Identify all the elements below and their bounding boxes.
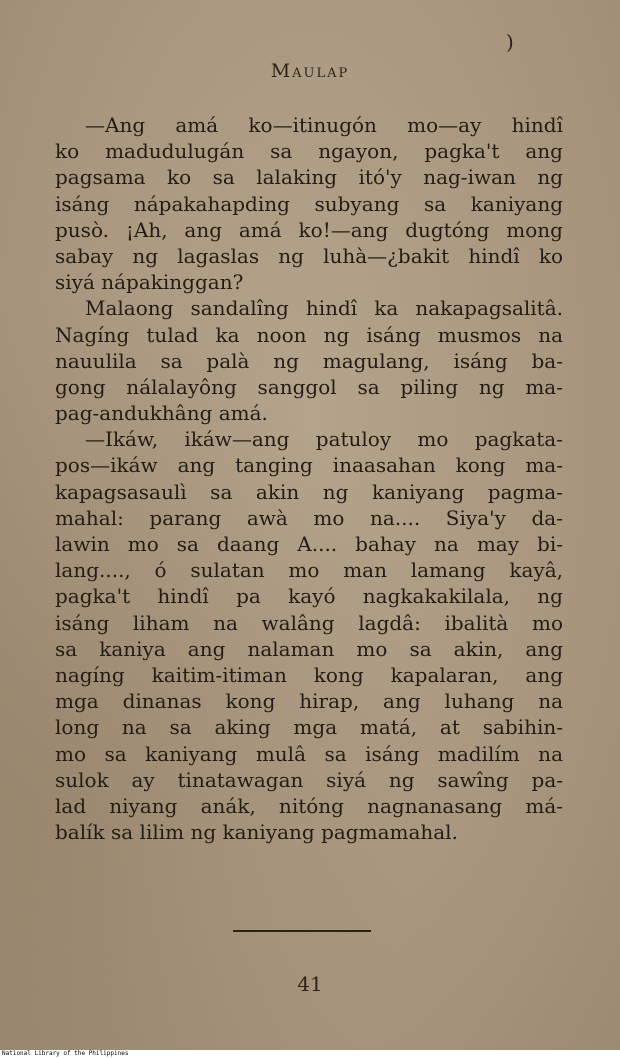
text-line: pos—ikáw ang tanging inaasahan kong ma- [55,453,563,478]
text-line: balík sa lilim ng kaniyang pagmamahal. [55,820,458,845]
text-line: nagíng kaitim-itiman kong kapalaran, ang [55,662,563,687]
text-line: mga dinanas kong hirap, ang luhang na [55,689,563,714]
running-head: Maulap [270,60,350,82]
text-line: kapagsasaulì sa akin ng kaniyang pagma- [55,479,563,504]
text-line: long na sa aking mga matá, at sabihin- [55,715,563,740]
text-line: ko madudulugán sa ngayon, pagka't ang [55,139,563,164]
text-line: lawin mo sa daang A.... bahay na may bi- [55,532,563,556]
text-line: —Ang amá ko—itinugón mo—ay hindî [85,113,563,137]
footer-credit: National Library of the Philippines [2,1050,129,1057]
text-line: Malaong sandalîng hindî ka nakapagsalitâ. [85,296,563,321]
text-line: isáng nápakahapding subyang sa kaniyang [55,191,563,216]
text-line: gong nálalayông sanggol sa piling ng ma- [55,374,563,399]
text-line: sulok ay tinatawagan siyá ng sawîng pa- [55,767,563,792]
divider-rule [233,930,371,932]
text-line: lang...., ó sulatan mo man lamang kayâ, [55,558,563,583]
text-line: mo sa kaniyang mulâ sa isáng madilím na [55,741,563,766]
corner-mark: ) [506,30,514,54]
text-line: Nagíng tulad ka noon ng isáng musmos na [55,322,563,347]
page-number: 41 [297,972,323,996]
text-line: pag-andukhâng amá. [55,401,268,426]
text-line: sabay ng lagaslas ng luhà—¿bakit hindî ko [55,243,563,268]
text-line: pagka't hindî pa kayó nagkakakilala, ng [55,584,563,609]
text-line: sa kaniya ang nalaman mo sa akin, ang [55,636,563,661]
text-line: nauulila sa palà ng magulang, isáng ba- [55,348,563,373]
text-line: pagsama ko sa lalaking itó'y nag-iwan ng [55,165,563,190]
text-line: lad niyang anák, nitóng nagnanasang má- [55,793,563,818]
text-line: pusò. ¡Ah, ang amá ko!—ang dugtóng mong [55,217,563,242]
text-line: isáng liham na walâng lagdâ: ibalità mo [55,610,563,635]
text-line: siyá nápakinggan? [55,270,244,295]
body-text [55,112,563,845]
text-line: mahal: parang awà mo na.... Siya'y da- [55,505,563,530]
text-line: —Ikáw, ikáw—ang patuloy mo pagkata- [85,427,563,452]
